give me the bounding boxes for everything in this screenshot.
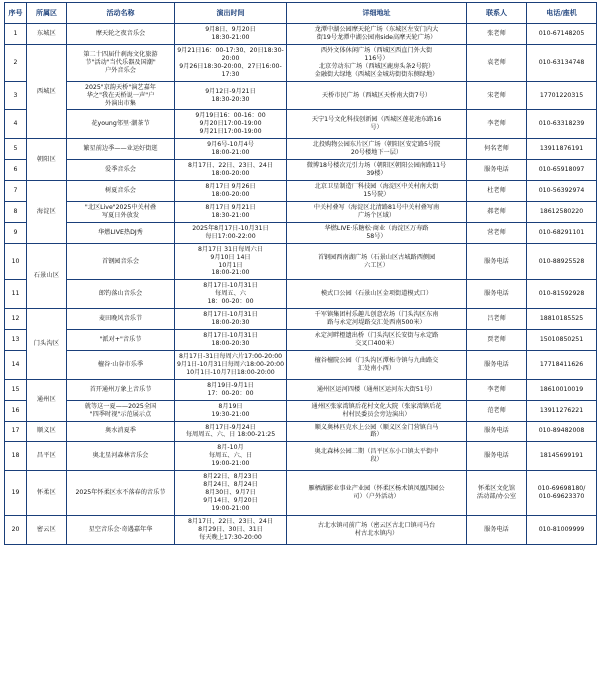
column-header-contact: 联系人 [467, 3, 527, 24]
cell-line: 每周五、六 [215, 290, 246, 298]
column-header-address: 详细地址 [287, 3, 467, 24]
cell-line: 通州区张家湾镇后花村文化大院（张家湾镇后花 [311, 402, 442, 410]
cell-line: 节"活动"当代乐器及国潮" [85, 58, 156, 66]
cell-district: 朝阳区 [27, 139, 67, 181]
cell-line: 18:30-21:00 [211, 211, 250, 219]
cell-line: 奥北森林公园二期（昌平区东小口镇太平街中 [314, 448, 439, 456]
cell-activity-name: 树夏音乐会 [67, 181, 175, 202]
cell-contact [467, 471, 527, 516]
cell-line: 8月17日-10月31日 [203, 282, 258, 290]
table-row [5, 181, 597, 202]
cell-index: 17 [5, 421, 27, 442]
cell-address [287, 24, 467, 45]
cell-show-time [175, 400, 287, 421]
cell-district: 东城区 [27, 24, 67, 45]
cell-line: 金融街大绿地（西城区金城坊街街东侧绿地） [314, 70, 439, 78]
cell-show-time [175, 201, 287, 222]
table-row [5, 201, 597, 222]
cell-line: 北京劳动东广场（西城区鹿房头条2号院） [318, 62, 435, 70]
cell-activity-name [67, 201, 175, 222]
cell-line: 六工区） [364, 261, 389, 269]
cell-contact: 吕老师 [467, 309, 527, 330]
cell-activity-name: 首开通州万象上音乐节 [67, 379, 175, 400]
cell-line: 繁星前边季——业运好街逛 [83, 145, 158, 153]
cell-line: 9月19日16：00-16：00 [195, 112, 266, 120]
table-row [5, 330, 597, 351]
cell-line: 18：00-20：00 [207, 298, 254, 306]
cell-address [287, 110, 467, 139]
table-row [5, 400, 597, 421]
cell-address [287, 243, 467, 280]
cell-line: 8月17日-31日每周六片17:00-20:00 [178, 352, 283, 360]
cell-line: 户外音乐会 [105, 66, 136, 74]
cell-index: 5 [5, 139, 27, 160]
cell-line: 8月17日 9月26日 [205, 183, 256, 190]
cell-index: 7 [5, 181, 27, 202]
cell-line: 010-69698180/ [537, 485, 586, 493]
cell-show-time [175, 110, 287, 139]
cell-contact: 宋老师 [467, 81, 527, 110]
cell-line: 8月17日-9月24日 [205, 423, 256, 431]
table-row [5, 222, 597, 243]
cell-phone: 13911876191 [527, 139, 597, 160]
cell-contact: 张老师 [467, 24, 527, 45]
cell-line: 活动部/办公室 [476, 493, 517, 501]
cell-line: 8月17日、22日、23日、24日 [188, 517, 273, 525]
cell-line: 写夏日外放发 [101, 211, 140, 219]
cell-activity-name [67, 139, 175, 160]
cell-phone: 18610010019 [527, 379, 597, 400]
table-row [5, 160, 597, 181]
cell-line: 路与永定河堤路交汇处西南500米） [327, 319, 426, 327]
cell-phone: 15010850251 [527, 330, 597, 351]
cell-line: 广场个区域） [357, 211, 396, 219]
cell-line: 北京卫星制造厂科技园（海淀区中关村南大街 [314, 183, 439, 190]
column-header-district: 所属区 [27, 3, 67, 24]
cell-line: 通州区运河四楼（通州区运河东大街51号） [316, 385, 437, 393]
cell-index: 13 [5, 330, 27, 351]
cell-show-time [175, 442, 287, 471]
cell-line: 20号楼地下一层） [350, 149, 403, 157]
cell-line: 模式口公园（石景山区金项街道模式口） [320, 290, 433, 298]
cell-line: 每天晚上17:30-20:00 [199, 533, 262, 541]
cell-show-time [175, 139, 287, 160]
cell-show-time [175, 330, 287, 351]
cell-show-time [175, 222, 287, 243]
cell-line: 路） [370, 431, 383, 439]
cell-phone: 010-89482008 [527, 421, 597, 442]
cell-line: 交叉口400米） [355, 340, 398, 347]
cell-activity-name: 华燃LIVE热DJ秀 [67, 222, 175, 243]
cell-index: 12 [5, 309, 27, 330]
cell-line: 10月1日-10月7日18:00-20:00 [186, 368, 275, 376]
cell-address [287, 515, 467, 544]
cell-address [287, 280, 467, 309]
cell-index: 19 [5, 471, 27, 516]
cell-show-time [175, 81, 287, 110]
cell-line: 18:00-20:00 [211, 170, 250, 178]
cell-line: 116号） [364, 54, 389, 62]
cell-line: 8月22日、8月23日 [203, 473, 258, 481]
cell-line: 8月24日、8月24日 [203, 481, 258, 489]
cell-show-time [175, 280, 287, 309]
cell-line: 10月1日 [218, 261, 243, 269]
cell-district: 怀柔区 [27, 471, 67, 516]
cell-contact: 贾老师 [467, 330, 527, 351]
cell-activity-name: 郎钓落山音乐会 [67, 280, 175, 309]
table-row [5, 280, 597, 309]
cell-line: 号） [370, 124, 383, 132]
cell-line: 8月-10月 [217, 444, 244, 452]
cell-show-time [175, 24, 287, 45]
cell-index: 11 [5, 280, 27, 309]
cell-show-time [175, 350, 287, 379]
cell-index: 16 [5, 400, 27, 421]
cell-phone: 010-56392974 [527, 181, 597, 202]
column-header-index: 序号 [5, 3, 27, 24]
cell-line: 雁栖湖影业事业产业园（怀柔区杨术镇凤凰四园公 [308, 485, 445, 493]
cell-phone: 010-81592928 [527, 280, 597, 309]
cell-index: 18 [5, 442, 27, 471]
cell-activity-name: 奥水消夏季 [67, 421, 175, 442]
cell-line: 村村民委员会旁边演出） [342, 410, 411, 418]
cell-contact: 李老师 [467, 110, 527, 139]
cell-line: 檀谷檀院公园（门头沟区潭柘寺镇与九曲路交 [314, 356, 439, 364]
cell-line: 天桥市民广场（西城区天桥南大街7号） [321, 91, 432, 99]
cell-line: 2025"京韵天桥"演艺嘉年 [85, 83, 156, 91]
cell-address [287, 139, 467, 160]
cell-line: 8月29日、30日、31日 [198, 525, 263, 533]
cell-phone [527, 471, 597, 516]
cell-line: 千军镇集团村乐趣儿创意农场（门头沟区东南 [314, 311, 439, 319]
cell-phone: 010-88925528 [527, 243, 597, 280]
cell-line: 9月26日18:30-20:00、27日16:00- [179, 62, 282, 70]
cell-line: 每周周五、六、日 18:00-21:25 [185, 431, 276, 439]
cell-line: 20:00 [221, 54, 240, 62]
cell-line: 8月19日-9月1日 [207, 381, 254, 389]
cell-phone: 010-65918097 [527, 160, 597, 181]
table-row [5, 24, 597, 45]
cell-line: 8月17日 31日每周六日 [198, 245, 263, 253]
cell-show-time [175, 379, 287, 400]
cell-index: 3 [5, 81, 27, 110]
cell-line: 汇处南小西） [357, 364, 396, 372]
cell-line: 18:00-20:30 [211, 340, 250, 347]
cell-phone: 010-63318239 [527, 110, 597, 139]
cell-address [287, 471, 467, 516]
cell-line: 17:30 [221, 70, 240, 78]
cell-contact: 李老师 [467, 379, 527, 400]
cell-show-time [175, 160, 287, 181]
cell-address [287, 201, 467, 222]
table-row [5, 421, 597, 442]
cell-line: 古北水镇司前广场（密云区古北口镇司马台 [317, 521, 436, 529]
table-row [5, 139, 597, 160]
table-row [5, 110, 597, 139]
cell-line: 39楼） [366, 170, 387, 178]
cell-address [287, 330, 467, 351]
cell-line: 19:30-21:00 [211, 410, 250, 418]
table-body [5, 24, 597, 545]
cell-contact: 服务电话 [467, 515, 527, 544]
cell-line: 龙潭中湖公园摩天轮广场（东城区左安门内大 [314, 26, 439, 33]
cell-line: 19:00-21:00 [211, 504, 250, 512]
cell-contact: 杜老师 [467, 181, 527, 202]
cell-show-time [175, 243, 287, 280]
cell-line: 街19号龙潭中湖公园南side高摩天轮广场） [316, 33, 437, 41]
cell-line: 就等这一夏——2025全国 [84, 402, 157, 410]
header-row [5, 3, 597, 24]
cell-phone: 13911276221 [527, 400, 597, 421]
cell-index: 8 [5, 201, 27, 222]
column-header-show-time: 演出时间 [175, 3, 287, 24]
cell-contact: 服务电话 [467, 442, 527, 471]
table-row [5, 515, 597, 544]
cell-address [287, 222, 467, 243]
cell-line: 8月17日、22日、23日、24日 [188, 162, 273, 170]
cell-line: 9月6号-10月4号 [207, 141, 254, 149]
cell-line: 每周五、六、日 [208, 452, 253, 460]
cell-line: 中关村叠写（海淀区北清路81号中关村叠写南 [313, 203, 440, 211]
cell-show-time [175, 421, 287, 442]
cell-activity-name [67, 44, 175, 81]
cell-address [287, 379, 467, 400]
cell-line: 司）（户外活动） [353, 493, 400, 501]
cell-line: 18:00-21:00 [211, 269, 250, 277]
cell-district: 石景山区 [27, 243, 67, 309]
cell-phone: 010-63134748 [527, 44, 597, 81]
cell-address [287, 44, 467, 81]
cell-contact: 范老师 [467, 400, 527, 421]
cell-line: 9月8日、9月20日 [205, 26, 256, 33]
cell-district: 海淀区 [27, 181, 67, 244]
cell-index: 2 [5, 44, 27, 81]
cell-line: 8月17日-10月31日 [203, 332, 258, 340]
cell-line: 18:00-20:00 [211, 190, 250, 198]
cell-address [287, 81, 467, 110]
cell-activity-name: 2025年怀柔区水不落春的音乐节 [67, 471, 175, 516]
cell-line: 8月19日 [218, 402, 243, 410]
cell-activity-name [67, 400, 175, 421]
table-row [5, 442, 597, 471]
cell-show-time [175, 515, 287, 544]
cell-phone: 010-67148205 [527, 24, 597, 45]
cell-line: "北区Live"2025中关村叠 [84, 203, 157, 211]
cell-activity-name: 奥北星河森林音乐会 [67, 442, 175, 471]
cell-line: 8月17日 9月21日 [205, 203, 256, 211]
cell-phone: 010-81009999 [527, 515, 597, 544]
cell-address [287, 160, 467, 181]
cell-contact: 服务电话 [467, 421, 527, 442]
table-row [5, 471, 597, 516]
cell-activity-name: 星空音乐会·奇遇嘉年华 [67, 515, 175, 544]
cell-line: 2025年8月17日-10月31日 [192, 224, 269, 232]
cell-line: 18:30-21:00 [211, 33, 250, 41]
cell-index: 20 [5, 515, 27, 544]
cell-district: 门头沟区 [27, 309, 67, 380]
cell-activity-name: 摩天轮之夜音乐会 [67, 24, 175, 45]
cell-address [287, 400, 467, 421]
cell-line: 8月17日-10月31日 [203, 311, 258, 319]
cell-line: 010-69623370 [538, 493, 585, 501]
cell-index: 1 [5, 24, 27, 45]
cell-phone: 17718411626 [527, 350, 597, 379]
cell-contact: 服务电话 [467, 243, 527, 280]
cell-phone: 18810185525 [527, 309, 597, 330]
cell-line: 9月14日、9月20日 [203, 497, 258, 504]
cell-line: 8月30日、9月7日 [205, 489, 256, 497]
cell-line: 段） [370, 456, 383, 464]
cell-line: 第二十四届什刹海文化旅游 [83, 50, 158, 58]
cell-show-time [175, 309, 287, 330]
cell-activity-name: 花young邻里·潮茶节 [67, 110, 175, 139]
cell-index: 15 [5, 379, 27, 400]
cell-line: 9月20日17:00-19:00 [199, 120, 262, 128]
cell-contact: 营老师 [467, 222, 527, 243]
table-row [5, 81, 597, 110]
cell-line: 9月12日-9月21日 [205, 87, 256, 95]
cell-address [287, 350, 467, 379]
cell-contact: 袁老师 [467, 44, 527, 81]
cell-line: 顺义奥林匹克水上公园（顺义区金门营镇白马 [314, 423, 439, 431]
cell-address [287, 309, 467, 330]
cell-line: "四季时视"示范展示点 [89, 410, 152, 418]
cell-district: 通州区 [27, 379, 67, 421]
cell-line: 17：00-20：00 [207, 389, 254, 397]
cell-line: 微博18号楼次元引力场（朝阳区朝阳公园南路11号 [306, 162, 447, 170]
cell-show-time [175, 44, 287, 81]
table-row [5, 309, 597, 330]
cell-index: 6 [5, 160, 27, 181]
cell-contact: 郝老师 [467, 201, 527, 222]
cell-activity-name [67, 81, 175, 110]
cell-activity-name: 首钢园音乐会 [67, 243, 175, 280]
cell-line: 怀柔区文化馆 [477, 485, 516, 493]
cell-activity-name: 檀谷·山谷市乐季 [67, 350, 175, 379]
cell-line: 15号院） [363, 190, 390, 198]
cell-activity-name: 麦田晚风音乐节 [67, 309, 175, 330]
cell-activity-name: 爱季音乐会 [67, 160, 175, 181]
cell-activity-name: "派对+"音乐节 [67, 330, 175, 351]
cell-line: 18:30-20:30 [211, 95, 250, 103]
cell-line: 9月1日-10月31日每周六18:00-20:00 [176, 360, 285, 368]
cell-line: 村古北水镇内） [354, 529, 399, 537]
table-row [5, 350, 597, 379]
cell-line: 外演出市集 [105, 99, 136, 107]
cell-show-time [175, 181, 287, 202]
cell-index: 9 [5, 222, 27, 243]
cell-contact: 服务电话 [467, 350, 527, 379]
cell-line: 永定河畔橙遗出桥（门头沟区长安街与永定路 [314, 332, 439, 340]
cell-phone: 17701220315 [527, 81, 597, 110]
cell-line: 9月21日17:00-19:00 [199, 128, 262, 136]
table-row [5, 379, 597, 400]
cell-phone: 010-68291101 [527, 222, 597, 243]
column-header-phone: 电话/座机 [527, 3, 597, 24]
table-row [5, 243, 597, 280]
cell-index: 10 [5, 243, 27, 280]
cell-phone: 18145699191 [527, 442, 597, 471]
cell-show-time [175, 471, 287, 516]
cell-index: 14 [5, 350, 27, 379]
cell-line: 19:00-21:00 [211, 460, 250, 468]
cell-line: 9月10日 14日 [210, 253, 251, 261]
cell-line: 首钢园西南湖广场（石景山区古城路西侧园 [317, 253, 436, 261]
cell-contact: 服务电话 [467, 280, 527, 309]
cell-contact: 服务电话 [467, 160, 527, 181]
table-row [5, 44, 597, 81]
cell-line: 北投购物公园东片区广场（朝阳区安定路5号院 [312, 141, 441, 149]
cell-district: 昌平区 [27, 442, 67, 471]
events-table [4, 2, 597, 545]
cell-contact: 何名老师 [467, 139, 527, 160]
cell-line: 58号） [366, 232, 387, 240]
cell-line: 天宁1号文化科技创新园（西城区莲花池东路16 [311, 116, 442, 124]
cell-phone: 18612580220 [527, 201, 597, 222]
cell-address [287, 421, 467, 442]
cell-index: 4 [5, 110, 27, 139]
cell-line: 每日17:00-22:00 [205, 232, 256, 240]
cell-line: 华之"我在天桥说一声"户 [86, 91, 155, 99]
cell-line: 9月21日16：00-17:30、20日18:30- [177, 46, 284, 54]
table-header [5, 3, 597, 24]
column-header-activity-name: 活动名称 [67, 3, 175, 24]
cell-address [287, 181, 467, 202]
cell-district: 西城区 [27, 44, 67, 138]
cell-line: 18:00-20:30 [211, 319, 250, 327]
cell-district: 顺义区 [27, 421, 67, 442]
cell-line: 西外文体休闲广场（西城区西直门外大街 [320, 46, 433, 54]
cell-district: 密云区 [27, 515, 67, 544]
cell-address [287, 442, 467, 471]
cell-line: 18:00-21:00 [211, 149, 250, 157]
cell-line: 华燃LIVE·乐糖松·商业（海淀区万寿路 [324, 224, 429, 232]
